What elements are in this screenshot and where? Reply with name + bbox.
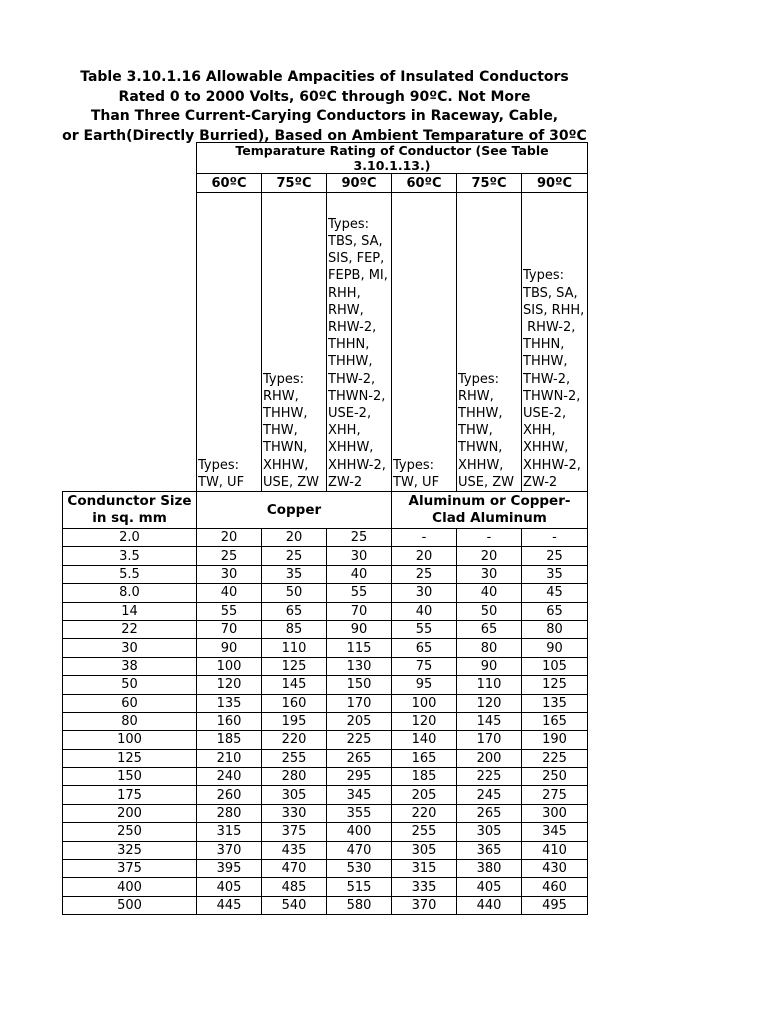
ampacity-cell: 160 [197, 712, 262, 730]
title-line: Rated 0 to 2000 Volts, 60ºC through 90ºC. Not More [118, 88, 531, 105]
ampacity-cell: 40 [457, 584, 522, 602]
ampacity-cell: 35 [522, 565, 588, 583]
ampacity-cell: 25 [522, 547, 588, 565]
aluminum-group-header: Aluminum or Copper-Clad Aluminum [392, 492, 588, 529]
ampacity-cell: 470 [262, 860, 327, 878]
ampacity-cell: 130 [327, 657, 392, 675]
ampacity-cell: 90 [197, 639, 262, 657]
ampacity-cell: 160 [262, 694, 327, 712]
temp-header: 75ºC [457, 174, 522, 193]
ampacity-cell: 40 [327, 565, 392, 583]
ampacity-cell: 120 [457, 694, 522, 712]
conductor-size-cell: 50 [63, 676, 197, 694]
table-row [63, 676, 588, 694]
ampacity-cell: 120 [197, 676, 262, 694]
conductor-size-cell: 5.5 [63, 565, 197, 583]
table-row [63, 547, 588, 565]
ampacity-cell: 405 [197, 878, 262, 896]
table-row [63, 749, 588, 767]
ampacity-cell: 30 [197, 565, 262, 583]
conductor-size-cell: 80 [63, 712, 197, 730]
ampacity-cell: 195 [262, 712, 327, 730]
ampacity-cell: 25 [327, 529, 392, 547]
temp-header: 60ºC [197, 174, 262, 193]
conductor-size-cell: 38 [63, 657, 197, 675]
table-row [63, 712, 588, 730]
ampacity-cell: 430 [522, 860, 588, 878]
empty-corner [63, 174, 197, 193]
table-row [63, 731, 588, 749]
table-row [63, 896, 588, 914]
ampacity-cell: 185 [392, 768, 457, 786]
title-line: Than Three Current-Carying Conductors in Raceway, Cable, [90, 108, 559, 124]
ampacity-cell: 105 [522, 657, 588, 675]
ampacity-cell: 515 [327, 878, 392, 896]
table-row [63, 694, 588, 712]
ampacity-cell: 145 [457, 712, 522, 730]
ampacity-cell: 220 [262, 731, 327, 749]
ampacity-cell: 35 [262, 565, 327, 583]
ampacity-cell: 225 [457, 768, 522, 786]
conductor-size-cell: 22 [63, 620, 197, 638]
ampacity-cell: 495 [522, 896, 588, 914]
ampacity-cell: 305 [457, 823, 522, 841]
ampacity-cell: 90 [522, 639, 588, 657]
ampacity-cell: 485 [262, 878, 327, 896]
conductor-size-header: Condunctor Size in sq. mm [63, 492, 197, 529]
ampacity-cell: 260 [197, 786, 262, 804]
ampacity-cell: 80 [457, 639, 522, 657]
ampacity-cell: 440 [457, 896, 522, 914]
ampacity-cell: 45 [522, 584, 588, 602]
conductor-size-cell: 250 [63, 823, 197, 841]
conductor-types: Types: TW, UF [197, 193, 262, 492]
ampacity-cell: 40 [392, 602, 457, 620]
conductor-size-cell: 3.5 [63, 547, 197, 565]
ampacity-cell: 530 [327, 860, 392, 878]
ampacity-cell: 65 [262, 602, 327, 620]
ampacity-cell: 345 [522, 823, 588, 841]
table-row [63, 620, 588, 638]
temp-header: 90ºC [522, 174, 588, 193]
ampacity-cell: 55 [392, 620, 457, 638]
conductor-size-cell: 2.0 [63, 529, 197, 547]
table-row [63, 823, 588, 841]
ampacity-cell: - [392, 529, 457, 547]
ampacity-cell: 90 [457, 657, 522, 675]
conductor-types: Types: RHW, THHW, THW, THWN, XHHW, USE, ZW [457, 193, 522, 492]
ampacity-table [62, 142, 588, 915]
table-row [63, 768, 588, 786]
ampacity-cell: 85 [262, 620, 327, 638]
table-row [63, 529, 588, 547]
ampacity-cell: 295 [327, 768, 392, 786]
ampacity-cell: 75 [392, 657, 457, 675]
ampacity-cell: - [457, 529, 522, 547]
table-row [63, 878, 588, 896]
conductor-size-cell: 8.0 [63, 584, 197, 602]
ampacity-cell: 265 [327, 749, 392, 767]
ampacity-cell: 220 [392, 804, 457, 822]
ampacity-cell: 335 [392, 878, 457, 896]
ampacity-cell: 265 [457, 804, 522, 822]
ampacity-cell: 275 [522, 786, 588, 804]
ampacity-cell: 225 [327, 731, 392, 749]
conductor-types: Types: TW, UF [392, 193, 457, 492]
ampacity-cell: 50 [262, 584, 327, 602]
conductor-size-cell: 30 [63, 639, 197, 657]
conductor-size-cell: 400 [63, 878, 197, 896]
ampacity-cell: 70 [197, 620, 262, 638]
temp-header: 75ºC [262, 174, 327, 193]
ampacity-cell: 190 [522, 731, 588, 749]
ampacity-cell: 300 [522, 804, 588, 822]
ampacity-cell: 345 [327, 786, 392, 804]
ampacity-cell: 25 [197, 547, 262, 565]
ampacity-cell: 185 [197, 731, 262, 749]
ampacity-cell: 355 [327, 804, 392, 822]
ampacity-cell: 315 [392, 860, 457, 878]
ampacity-cell: 100 [197, 657, 262, 675]
ampacity-cell: 250 [522, 768, 588, 786]
ampacity-cell: 210 [197, 749, 262, 767]
ampacity-cell: 135 [197, 694, 262, 712]
conductor-size-cell: 375 [63, 860, 197, 878]
ampacity-cell: 200 [457, 749, 522, 767]
conductor-types: Types: TBS, SA, SIS, RHH, RHW-2, THHN, THHW, THW-2, THWN-2, USE-2, XHH, XHHW, XHHW-2, ZW-2 [522, 193, 588, 492]
table-row [63, 639, 588, 657]
ampacity-cell: 125 [262, 657, 327, 675]
ampacity-cell: 145 [262, 676, 327, 694]
ampacity-cell: 30 [327, 547, 392, 565]
ampacity-cell: 280 [262, 768, 327, 786]
ampacity-cell: 365 [457, 841, 522, 859]
ampacity-cell: 55 [197, 602, 262, 620]
conductor-size-cell: 200 [63, 804, 197, 822]
ampacity-cell: 435 [262, 841, 327, 859]
temp-header: 90ºC [327, 174, 392, 193]
ampacity-cell: 30 [457, 565, 522, 583]
ampacity-cell: 125 [522, 676, 588, 694]
conductor-size-cell: 325 [63, 841, 197, 859]
ampacity-cell: 65 [522, 602, 588, 620]
ampacity-cell: 280 [197, 804, 262, 822]
ampacity-cell: 55 [327, 584, 392, 602]
ampacity-cell: 375 [262, 823, 327, 841]
ampacity-cell: 90 [327, 620, 392, 638]
table-title [62, 68, 587, 146]
ampacity-cell: 205 [392, 786, 457, 804]
conductor-types: Types: RHW, THHW, THW, THWN, XHHW, USE, ZW [262, 193, 327, 492]
conductor-size-cell: 150 [63, 768, 197, 786]
ampacity-cell: 140 [392, 731, 457, 749]
ampacity-cell: 370 [197, 841, 262, 859]
ampacity-cell: 50 [457, 602, 522, 620]
ampacity-cell: 330 [262, 804, 327, 822]
ampacity-cell: 80 [522, 620, 588, 638]
conductor-size-cell: 14 [63, 602, 197, 620]
ampacity-cell: 100 [392, 694, 457, 712]
ampacity-cell: 115 [327, 639, 392, 657]
ampacity-cell: 395 [197, 860, 262, 878]
table-row [63, 786, 588, 804]
temp-header: 60ºC [392, 174, 457, 193]
ampacity-cell: 445 [197, 896, 262, 914]
ampacity-cell: 305 [392, 841, 457, 859]
temperature-rating-header: Temparature Rating of Conductor (See Table 3.10.1.13.) [197, 143, 588, 174]
ampacity-cell: 205 [327, 712, 392, 730]
conductor-size-cell: 100 [63, 731, 197, 749]
ampacity-cell: 135 [522, 694, 588, 712]
table-row [63, 584, 588, 602]
ampacity-cell: 20 [197, 529, 262, 547]
ampacity-cell: 95 [392, 676, 457, 694]
title-line: Table 3.10.1.16 Allowable Ampacities of Insulated Conductors [80, 69, 569, 85]
ampacity-cell: 20 [392, 547, 457, 565]
ampacity-cell: 70 [327, 602, 392, 620]
ampacity-cell: 110 [262, 639, 327, 657]
ampacity-cell: 245 [457, 786, 522, 804]
ampacity-cell: 170 [327, 694, 392, 712]
conductor-size-cell: 500 [63, 896, 197, 914]
ampacity-cell: 165 [392, 749, 457, 767]
table-row [63, 657, 588, 675]
ampacity-cell: 150 [327, 676, 392, 694]
ampacity-cell: 40 [197, 584, 262, 602]
ampacity-cell: 225 [522, 749, 588, 767]
ampacity-cell: - [522, 529, 588, 547]
ampacity-cell: 65 [392, 639, 457, 657]
empty-corner [63, 143, 197, 174]
conductor-size-cell: 125 [63, 749, 197, 767]
ampacity-cell: 580 [327, 896, 392, 914]
ampacity-cell: 370 [392, 896, 457, 914]
table-row [63, 841, 588, 859]
ampacity-cell: 65 [457, 620, 522, 638]
ampacity-cell: 305 [262, 786, 327, 804]
ampacity-cell: 460 [522, 878, 588, 896]
ampacity-cell: 20 [457, 547, 522, 565]
ampacity-cell: 315 [197, 823, 262, 841]
ampacity-cell: 400 [327, 823, 392, 841]
table-row [63, 565, 588, 583]
ampacity-cell: 405 [457, 878, 522, 896]
ampacity-cell: 240 [197, 768, 262, 786]
ampacity-cell: 20 [262, 529, 327, 547]
conductor-size-cell: 175 [63, 786, 197, 804]
ampacity-rows [63, 529, 588, 915]
table-row [63, 602, 588, 620]
title-line: or Earth(Directly Burried), Based on Ambient Temparature of 30ºC [62, 127, 587, 144]
ampacity-cell: 30 [392, 584, 457, 602]
ampacity-cell: 470 [327, 841, 392, 859]
ampacity-cell: 25 [262, 547, 327, 565]
ampacity-cell: 120 [392, 712, 457, 730]
ampacity-cell: 540 [262, 896, 327, 914]
ampacity-cell: 110 [457, 676, 522, 694]
ampacity-cell: 165 [522, 712, 588, 730]
ampacity-cell: 25 [392, 565, 457, 583]
ampacity-cell: 255 [392, 823, 457, 841]
conductor-size-cell: 60 [63, 694, 197, 712]
ampacity-cell: 170 [457, 731, 522, 749]
conductor-types: Types: TBS, SA, SIS, FEP, FEPB, MI, RHH, RHW, RHW-2, THHN, THHW, THW-2, THWN-2, USE-2, XHH, XHHW, XHHW-2, ZW-2 [327, 193, 392, 492]
empty-corner [63, 193, 197, 492]
table-row [63, 860, 588, 878]
ampacity-cell: 255 [262, 749, 327, 767]
ampacity-cell: 410 [522, 841, 588, 859]
copper-group-header: Copper [197, 492, 392, 529]
table-row [63, 804, 588, 822]
ampacity-cell: 380 [457, 860, 522, 878]
